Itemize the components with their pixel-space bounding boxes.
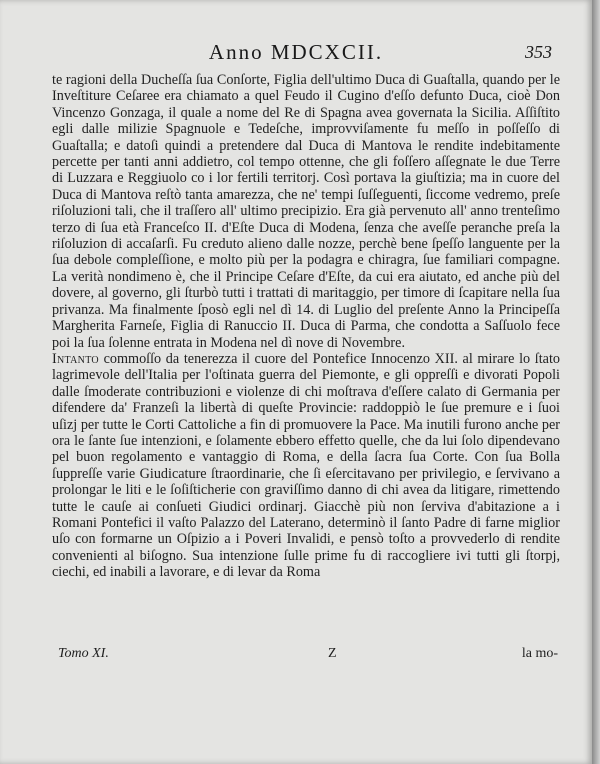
page-footer — [58, 646, 558, 664]
signature-mark: Z — [328, 646, 337, 661]
paragraph: te ragioni della Ducheſſa ſua Conſorte, Figlia dell'ultimo Duca di Guaſtalla, quando per le Inveſtiture Ceſaree era chiamato a quel Feudo il Cugino d'eſſo defunto Duca, cioè Don Vincenzo Gonzaga, il quale a nome del Re di Spagna avea governata la Sicilia. Aſſiſtito egli dalle milizie Spagnuole e Tedeſche, improvviſamente fu meſſo in poſſeſſo di Guaſtalla; e datoſi quindi a pretendere dal Duca di Mantova le rendite indebitamente percette per tanti anni addietro, col tempo ottenne, che gli foſſero aſſegnate le due Terre di Luzzara e Reggiuolo co i lor fertili territorj. Così portava la giuſtizia; ma in cuore del Duca di Mantova reſtò tanta amarezza, che ne' tempi ſuſſeguenti, ſiccome vedremo, preſe riſoluzioni tali, che il traſſero all' ultimo precipizio. Era già pervenuto all' anno trenteſimo terzo di ſua età Franceſco II. d'Eſte Duca di Modena, ſenza che aveſſe peranche preſa la riſoluzion di accaſarſi. Fu creduto alieno dalle nozze, perchè bene ſpeſſo languente per la ſua debole compleſſione, e molto più per la podagra e chiragra, ſue familiari compagne. La verità nondimeno è, che il Principe Ceſare d'Eſte, da cui era aiutato, ed anche più del dovere, al governo, gli ſturbò tutti i trattati di maritaggio, per timore di ſcapitare nella ſua privanza. Ma finalmente ſposò egli nel dì 14. di Luglio del preſente Anno la Principeſſa Margherita Farneſe, Figlia di Ranuccio II. Duca di Parma, che condotta a Saſſuolo fece poi la ſua ſolenne entrata in Modena nel dì nove di Novembre. — [52, 72, 560, 351]
page-edge — [592, 0, 600, 764]
paragraph — [52, 351, 560, 581]
page-number: 353 — [525, 42, 552, 62]
volume-label: Tomo XI. — [58, 646, 109, 661]
catchword: la mo- — [521, 646, 558, 661]
running-title: Anno MDCXCII. — [208, 40, 384, 64]
paragraph-lead-word: Intanto — [52, 350, 99, 367]
page-header — [0, 40, 592, 70]
paragraph-text: commoſſo da tenerezza il cuore del Pontefice Innocenzo XII. al mirare lo ſtato lagrimevole dell'Italia per l'oſtinata guerra del Piemonte, e gli oppreſſi e divorati Popoli dalle ſmoderate contribuzioni e violenze di chi moſtrava d'eſſere calato di Germania per difendere da' Franzeſi la libertà di queſte Provincie: raddoppiò le ſue premure e i ſuoi uſizj per tutte le Corti Cattoliche a fin di promuovere la Pace. Ma inutili furono anche per ora le ſante ſue intenzioni, e ſolamente ebbero effetto quelle, che da lui ſolo dipendevano pel buon regolamento e vantaggio di Roma, e della ſacra ſua Corte. Con ſua Bolla ſuppreſſe varie Giudicature ſtraordinarie, che ſi eſercitavano per privilegio, e ſervivano a prolongar le liti e le ſoſiſticherie con graviſſimo danno di chi avea da litigare, rimettendo tutte le cauſe ai conſueti Giudici ordinarj. Giacchè più non ſerviva d'abitazione a i Romani Pontefici il vaſto Palazzo del Laterano, determinò il ſanto Padre di farne miglior uſo con formarne un Oſpizio a i Poveri Invalidi, e pensò toſto a provvederlo di rendite convenienti al biſogno. Sua intenzione ſulle prime fu di raccogliere ivi tutti gli ſtorpj, ciechi, ed inabili a lavorare, e di levar da Roma — [52, 350, 560, 581]
body-text — [52, 72, 560, 581]
